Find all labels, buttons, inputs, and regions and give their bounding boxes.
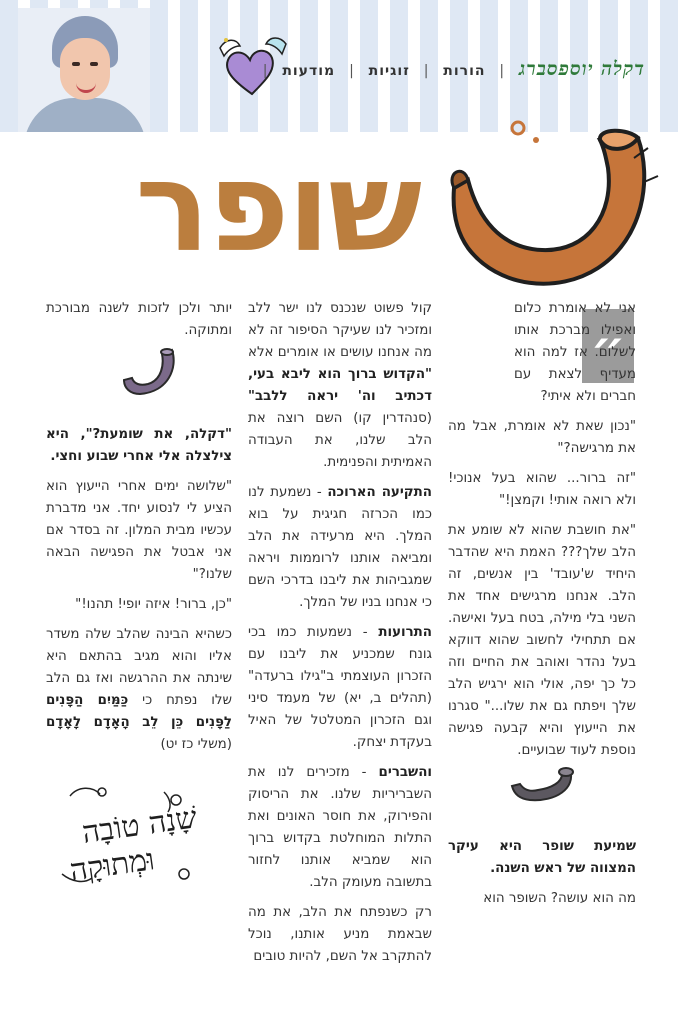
paragraph: מה הוא עושה? השופר הוא (483, 891, 636, 906)
shofar-small-icon (506, 762, 580, 806)
paragraph: התרועות - נשמעות כמו בכי גונח שמכניע את ליבנו עם הזכרון העוצמתי ב"גילו ברעדה" (תהלים ב, יא) של מעמד סיני וגם הזכרון המטלטל של האיל בעקדת יצחק. (248, 625, 432, 750)
paragraph: והשברים - מזכירים לנו את השבריריות שלנו. את הריסוק והפירוק, את חוסר האונים ואת התלות המוחלטת בקדוש ברוך הוא שמביא אותנו לחזור בתשובה מעומק הלב. (248, 765, 432, 890)
paragraph: "את חושבת שהוא לא שומע את הלב שלך??? האמת היא שהדבר היחיד ש'עובד' בין אנשים, זה הלב. אנחנו מרגישים אחד את השני בלי מילה, בטח בעל ואישה. אם תתחילי לחשוב שהוא דווקא בעל נהדר ואוהב את החיים וזה כל כך יפה, אולי הוא ירגיש הלב שלך ויפתח גם את שלו..." סגרנו את הייעוץ והיא קבעה פגישה נוספת לעוד שבועיים. (448, 523, 636, 758)
paragraph: קול פשוט שנכנס לנו ישר ללב ומזכיר לנו שעיקר הסיפור זה לא מה אנחנו עושים או אומרים אלא "הקדוש ברוך הוא ליבא בעי, דכתיב וה' יראה ללבב" (סנהדרין קו) השם רוצה את הלב שלנו, את העבודה האמיתית והפנימית. (248, 301, 432, 470)
page-title: שופר (135, 136, 420, 280)
shofar-icon (438, 118, 664, 296)
paragraph: כשהיא הבינה שהלב שלה משדר אליו והוא מגיב בהתאם היא שינתה את ההרגשה ואז גם הלב שלו נפתח כי כַּמַּיִם הַפָּנִים לַפָּנִים כֵּן לֵב הָאָדָם לָאָדָם (משלי כז יט) (46, 627, 233, 752)
paragraph: רק כשנפתח את הלב, את מה שבאמת מניע אותנו, נוכל להתקרב אל השם, להיות טובים (248, 905, 432, 964)
paragraph: יותר ולכן לזכות לשנה מבורכת ומתוקה. (46, 301, 232, 338)
new-year-blessing (52, 778, 202, 898)
paragraph: אני לא אומרת כלום ואפילו מברכת אותו לשלום. אז למה הוא מעדיף לצאת עם חברים ולא איתי? (514, 301, 636, 404)
paragraph: "כן, ברור! איזה יופי! תהנו!" (75, 597, 232, 612)
nav-item-awareness[interactable]: מודעות (282, 63, 336, 79)
paragraph: "שלושה ימים אחרי הייעוץ הוא הציע לי לנסוע יחד. אני מדברת עכשיו מבית המלון. זה בסדר אם אני אבטל את הפגישה הבאה שלנו?" (46, 479, 232, 582)
section-heading: "דקלה, את שומעת?", היא צילצלה אלי אחרי שבוע וחצי. (46, 427, 232, 464)
paragraph: "נכון שאת לא אומרת, אבל מה את מרגישה?" (448, 419, 636, 456)
quote-mark-icon: ״ (582, 309, 634, 383)
article-column-2 (248, 298, 432, 976)
nav-item-couples[interactable]: זוגיות (368, 63, 410, 79)
article-column-1 (448, 298, 636, 918)
header-nav: דקלה יוספסברג | הורות | זוגיות | מודעות | (262, 58, 645, 80)
paragraph: "זה ברור... שהוא בעל אנוכי! ולא רואה אותי! וקמצן!" (448, 471, 636, 508)
blessing-line-2: וּמְתוּקָה (67, 842, 157, 889)
nav-item-parenting[interactable]: הורות (443, 63, 486, 79)
author-signature: דקלה יוספסברג (519, 58, 645, 80)
author-photo (18, 8, 150, 132)
paragraph: התקיעה הארוכה - נשמעת לנו כמו הכרזה חגיגית על בוא המלך. היא מרעידה את הלב ומביאה אותנו לרוממות ויראה שמגביהות את ליבנו בדרכי השם כי אנחנו בניו של המלך. (248, 485, 432, 610)
section-heading: שמיעת שופר היא עיקר המצווה של ראש השנה. (448, 839, 636, 876)
shofar-small-icon (118, 344, 182, 402)
blessing-line-1: שָׁנָה טוֹבָה (80, 800, 200, 851)
header-banner (0, 0, 683, 132)
